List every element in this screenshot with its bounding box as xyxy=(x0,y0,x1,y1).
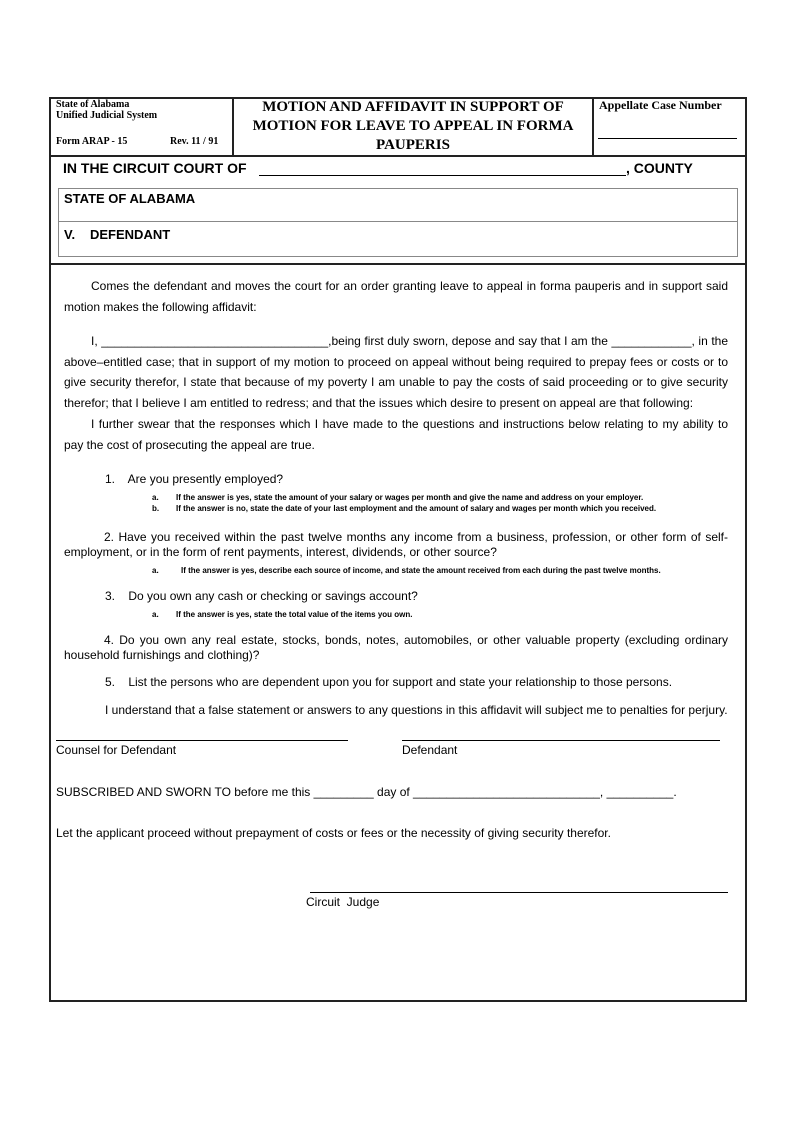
judge-label: Circuit Judge xyxy=(306,895,380,909)
defendant-label: Defendant xyxy=(402,743,458,757)
affidavit-paragraph: I, __________________________________,being first duly sworn, depose and say that I am the ____________, in the above–entitled case; that in support of my motion to proceed on appeal without being required to prepay fees or costs or to give security therefor, I state that because of my poverty I am unable to pay the costs of said proceeding or to give security therefor; that I believe I am entitled to redress; and that the issues which desire to present on appeal are that following: xyxy=(64,334,728,410)
plaintiff: STATE OF ALABAMA xyxy=(64,191,196,206)
question-1a: If the answer is yes, state the amount of your salary or wages per month and give the name and address on your employer. xyxy=(176,493,644,502)
divider xyxy=(592,97,594,155)
county-field[interactable] xyxy=(259,175,626,176)
question-1b: If the answer is no, state the date of your last employment and the amount of salary and wages per month which you received. xyxy=(176,504,657,513)
question-3: 3. Do you own any cash or checking or savings account? xyxy=(105,589,418,603)
question-4: 4. Do you own any real estate, stocks, bonds, notes, automobiles, or other valuable property (excluding ordinary household furnishings and clothing)? xyxy=(64,633,728,662)
form-title: MOTION AND AFFIDAVIT IN SUPPORT OF MOTION FOR LEAVE TO APPEAL IN FORMA PAUPERIS xyxy=(252,99,574,153)
question-5: 5. List the persons who are dependent upon you for support and state your relationship to those persons. xyxy=(105,675,673,689)
order-statement: Let the applicant proceed without prepayment of costs or fees or the necessity of giving security therefor. xyxy=(56,826,611,840)
defendant: DEFENDANT xyxy=(90,227,171,242)
sworn-statement: SUBSCRIBED AND SWORN TO before me this _________ day of ____________________________, __________. xyxy=(56,785,677,799)
item-letter: a. xyxy=(152,610,159,619)
divider xyxy=(49,155,747,157)
perjury-statement: I understand that a false statement or answers to any questions in this affidavit will subject me to penalties for perjury. xyxy=(105,703,728,717)
item-letter: a. xyxy=(152,566,159,575)
divider xyxy=(49,263,747,265)
further-paragraph: I further swear that the responses which I have made to the questions and instructions below relating to my ability to pay the cost of prosecuting the appeal are true. xyxy=(64,417,728,452)
question-2a: If the answer is yes, describe each source of income, and state the amount received from each during the past twelve months. xyxy=(181,566,661,575)
item-letter: a. xyxy=(152,493,159,502)
judge-signature-line[interactable] xyxy=(310,892,728,893)
question-2: 2. Have you received within the past twelve months any income from a business, profession, or other form of self-employment, or in the form of rent payments, interest, dividends, or other source? xyxy=(64,530,728,559)
revision: Rev. 11 / 91 xyxy=(170,136,219,147)
org-line: State of Alabama xyxy=(56,99,130,110)
intro-paragraph: Comes the defendant and moves the court for an order granting leave to appeal in forma pauperis and in support said motion makes the following affidavit: xyxy=(64,279,728,314)
question-3a: If the answer is yes, state the total value of the items you own. xyxy=(176,610,413,619)
divider xyxy=(58,221,738,222)
counsel-signature-line[interactable] xyxy=(56,740,348,741)
versus: V. xyxy=(64,227,76,242)
divider xyxy=(232,97,234,155)
counsel-label: Counsel for Defendant xyxy=(56,743,177,757)
court-suffix: , COUNTY xyxy=(626,160,693,176)
org-name xyxy=(56,99,157,121)
defendant-signature-line[interactable] xyxy=(402,740,720,741)
org-line: Unified Judicial System xyxy=(56,110,158,121)
item-letter: b. xyxy=(152,504,160,513)
question-1: 1. Are you presently employed? xyxy=(105,472,284,486)
form-number: Form ARAP - 15 xyxy=(56,136,128,147)
case-number-field[interactable] xyxy=(598,138,737,139)
court-prefix: IN THE CIRCUIT COURT OF xyxy=(63,160,247,176)
case-number-label: Appellate Case Number xyxy=(599,98,722,112)
